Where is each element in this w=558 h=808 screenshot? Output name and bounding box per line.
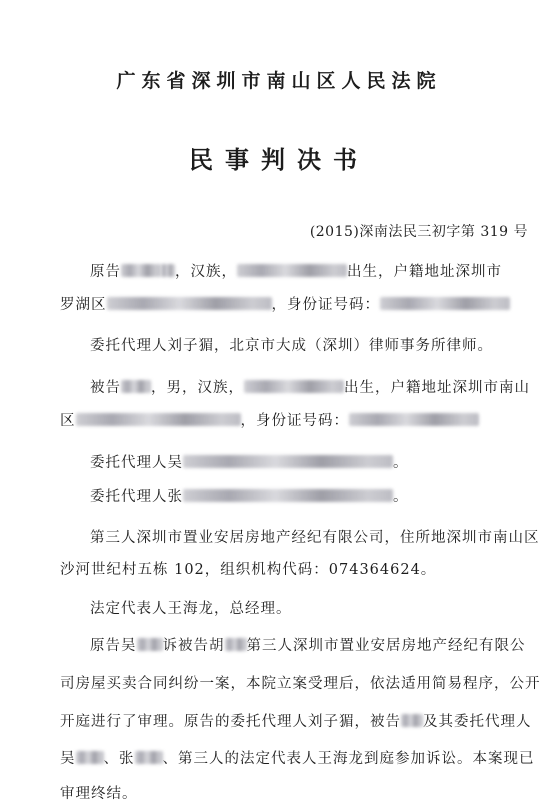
text-line [90, 451, 409, 472]
text-line [90, 334, 493, 355]
text-line [90, 376, 530, 397]
text-segment: 委托代理人张 [90, 489, 183, 505]
redacted-text [121, 264, 161, 277]
text-segment: 第三人深圳市置业安居房地产经纪有限公司，住所地深圳市南山区 [90, 530, 540, 546]
text-line [60, 672, 541, 693]
text-segment: 罗湖区 [60, 297, 107, 313]
text-segment: 司房屋买卖合同纠纷一案，本院立案受理后，依法适用简易程序，公开 [60, 676, 541, 692]
text-segment: 。 [393, 455, 409, 471]
text-line [60, 558, 436, 579]
redacted-text [161, 264, 175, 277]
text-segment: 第三人深圳市置业安居房地产经纪有限公 [246, 638, 526, 654]
text-segment: 及其委托代理人 [423, 714, 532, 730]
text-line [60, 293, 510, 314]
redacted-text [76, 413, 241, 426]
redacted-text [107, 297, 272, 310]
text-segment: 、第三人的法定代表人王海龙到庭参加诉讼。本案现已 [162, 751, 535, 767]
text-line [60, 710, 532, 731]
text-segment: 出生，户籍地址深圳市南山 [344, 380, 530, 396]
redacted-text [237, 264, 347, 277]
redacted-text [135, 751, 163, 764]
text-segment: 原告吴 [90, 638, 137, 654]
redacted-text [225, 638, 247, 651]
text-line [90, 260, 502, 281]
text-segment: ，汉族， [175, 264, 237, 280]
text-segment: 。 [393, 489, 409, 505]
redacted-text [121, 380, 151, 393]
case-number: (2015)深南法民三初字第 319 号 [309, 224, 528, 240]
text-segment: 被告 [90, 380, 121, 396]
text-segment: 沙河世纪村五栋 102，组织机构代码：074364624。 [60, 562, 437, 578]
redacted-text [244, 380, 344, 393]
text-segment: 出生，户籍地址深圳市 [347, 264, 502, 280]
text-segment: 开庭进行了审理。原告的委托代理人刘子猸，被告 [60, 714, 401, 730]
redacted-text [76, 751, 104, 764]
text-segment: 委托代理人刘子猸，北京市大成（深圳）律师事务所律师。 [90, 338, 493, 354]
redacted-text [401, 714, 423, 727]
text-line [60, 409, 479, 430]
court-name: 广东省深圳市南山区人民法院 [116, 70, 442, 92]
redacted-text [349, 413, 479, 426]
text-line [60, 747, 535, 768]
redacted-text [380, 297, 510, 310]
text-segment: 区 [60, 413, 76, 429]
text-line [90, 485, 409, 506]
text-line [90, 634, 526, 655]
text-segment: 吴 [60, 751, 76, 767]
redacted-text [183, 455, 393, 468]
document-title: 民事判决书 [189, 145, 369, 174]
redacted-text [183, 489, 393, 502]
text-line [60, 782, 138, 803]
text-line [90, 526, 540, 547]
text-segment: 法定代表人王海龙，总经理。 [90, 601, 292, 617]
text-segment: ，身份证号码： [240, 413, 349, 429]
text-segment: 审理终结。 [60, 786, 138, 802]
text-segment: 委托代理人吴 [90, 455, 183, 471]
text-segment: ，男，汉族， [151, 380, 244, 396]
text-segment: 诉被告胡 [162, 638, 225, 654]
text-line [90, 597, 292, 618]
text-segment: ，身份证号码： [271, 297, 380, 313]
text-segment: 、张 [103, 751, 135, 767]
text-segment: 原告 [90, 264, 121, 280]
redacted-text [137, 638, 163, 651]
